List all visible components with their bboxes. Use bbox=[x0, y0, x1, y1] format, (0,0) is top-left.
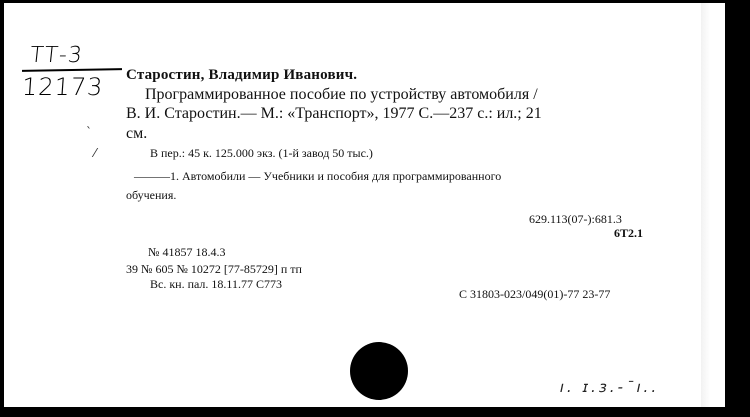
catalog-card bbox=[4, 3, 725, 407]
subject-heading-line2: обучения. bbox=[126, 188, 177, 202]
publisher-code: С 31803-023/049(01)-77 23-77 bbox=[459, 287, 611, 301]
subject-heading-line1: ———1. Автомобили — Учебники и пособия для программированного bbox=[134, 169, 502, 183]
extent-continuation: см. bbox=[126, 125, 148, 142]
bbk-classification: 6Т2.1 bbox=[614, 226, 644, 240]
card-punch-hole bbox=[350, 342, 408, 400]
publication-line: В. И. Старостин.— М.: «Транспорт», 1977 С.—237 с.: ил.; 21 bbox=[126, 105, 542, 122]
handwritten-inventory-number: 12173 bbox=[21, 73, 105, 101]
title-line: Программированное пособие по устройству автомобиля / bbox=[145, 86, 538, 103]
binding-price-run: В пер.: 45 к. 125.000 экз. (1-й завод 50 тыс.) bbox=[150, 146, 373, 160]
registration-number: № 41857 18.4.3 bbox=[148, 245, 226, 259]
author-heading: Старостин, Владимир Иванович. bbox=[126, 67, 358, 83]
scan-speck: ˋ bbox=[86, 125, 92, 139]
handwritten-scribble: ı. ɪ.з.-ˉı.. bbox=[558, 378, 662, 396]
handwritten-shelf-mark: ТТ-3 bbox=[28, 43, 85, 68]
handwritten-underline bbox=[22, 68, 122, 72]
scan-edge bbox=[701, 3, 725, 407]
scan-speck: ⁄ bbox=[94, 146, 97, 160]
udc-classification: 629.113(07-):681.3 bbox=[529, 212, 622, 226]
print-order-info: 39 № 605 № 10272 [77-85729] п тп bbox=[126, 262, 302, 276]
book-chamber-info: Вс. кн. пал. 18.11.77 С773 bbox=[150, 277, 282, 291]
